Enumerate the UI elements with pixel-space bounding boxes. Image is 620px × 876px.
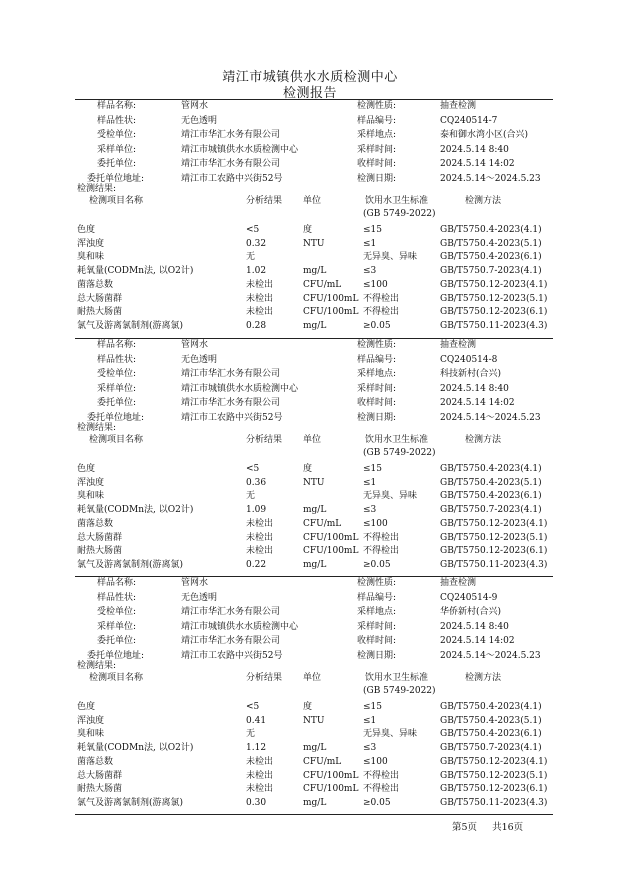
cell-result: 0.36 bbox=[246, 477, 267, 488]
entrust-unit-value: 靖江市华汇水务有限公司 bbox=[181, 636, 281, 647]
cell-standard: ≥0.05 bbox=[363, 797, 391, 808]
result-heading: 检测结果: bbox=[77, 661, 117, 671]
sampling-time-label: 采样时间: bbox=[357, 621, 397, 632]
cell-method: GB/T5750.12-2023(4.1) bbox=[440, 279, 548, 290]
cell-result: 1.02 bbox=[246, 266, 267, 277]
cell-standard: ≥0.05 bbox=[363, 559, 391, 570]
cell-result: 0.22 bbox=[246, 559, 267, 570]
client-unit-label: 受检单位: bbox=[97, 607, 137, 618]
table-row bbox=[75, 279, 553, 292]
sample-name-value: 管网水 bbox=[181, 578, 209, 588]
cell-result: 未检出 bbox=[246, 518, 274, 529]
sampling-site-label: 采样地点: bbox=[357, 607, 397, 618]
cell-method: GB/T5750.12-2023(6.1) bbox=[440, 307, 548, 318]
table-row bbox=[75, 715, 553, 728]
table-row bbox=[75, 545, 553, 558]
table-header-row bbox=[75, 195, 553, 208]
cell-unit: mg/L bbox=[303, 505, 327, 516]
cell-standard: ≤1 bbox=[363, 238, 377, 249]
col-header-method: 检测方法 bbox=[465, 435, 502, 445]
sampling-site-value: 华侨新村(合兴) bbox=[440, 607, 502, 618]
cell-result: 未检出 bbox=[246, 770, 274, 781]
test-date-label: 检测日期: bbox=[357, 651, 397, 661]
table-header-row bbox=[75, 434, 553, 447]
client-unit-value: 靖江市华汇水务有限公司 bbox=[181, 130, 281, 141]
test-nature-value: 抽查检测 bbox=[440, 101, 477, 111]
receive-time-label: 收样时间: bbox=[357, 398, 397, 409]
receive-time-value: 2024.5.14 14:02 bbox=[440, 636, 515, 647]
table-row bbox=[75, 293, 553, 306]
cell-item: 菌落总数 bbox=[77, 518, 114, 529]
cell-result: 无 bbox=[246, 252, 256, 263]
cell-method: GB/T5750.4-2023(4.1) bbox=[440, 702, 542, 712]
col-header-result: 分析结果 bbox=[246, 196, 283, 206]
cell-standard: 不得检出 bbox=[363, 293, 400, 304]
cell-unit: CFU/100mL bbox=[303, 532, 359, 543]
info-row bbox=[75, 577, 553, 590]
cell-result: 0.30 bbox=[246, 797, 267, 808]
table-row bbox=[75, 559, 553, 572]
cell-item: 总大肠菌群 bbox=[77, 293, 123, 304]
test-nature-label: 检测性质: bbox=[357, 578, 397, 588]
cell-unit: mg/L bbox=[303, 559, 327, 570]
cell-item: 浑浊度 bbox=[77, 238, 105, 249]
sample-name-value: 管网水 bbox=[181, 101, 209, 111]
page-footer bbox=[452, 819, 535, 833]
cell-method: GB/T5750.4-2023(5.1) bbox=[440, 477, 542, 488]
table-row bbox=[75, 770, 553, 783]
cell-method: GB/T5750.11-2023(4.3) bbox=[440, 320, 548, 331]
page-total: 共16页 bbox=[492, 822, 524, 833]
entrust-address-label: 委托单位地址: bbox=[87, 413, 145, 423]
col-header-standard-code: (GB 5749-2022) bbox=[363, 448, 436, 458]
cell-standard: 无异臭、异味 bbox=[363, 729, 418, 740]
cell-method: GB/T5750.7-2023(4.1) bbox=[440, 743, 542, 754]
cell-standard: ≤100 bbox=[363, 518, 388, 529]
sample-no-label: 样品编号: bbox=[357, 592, 397, 603]
cell-result: 未检出 bbox=[246, 784, 274, 795]
cell-unit: NTU bbox=[303, 477, 325, 488]
cell-method: GB/T5750.12-2023(5.1) bbox=[440, 532, 548, 543]
cell-method: GB/T5750.4-2023(6.1) bbox=[440, 252, 542, 263]
entrust-unit-value: 靖江市华汇水务有限公司 bbox=[181, 159, 281, 170]
test-nature-value: 抽查检测 bbox=[440, 340, 477, 350]
cell-standard: 不得检出 bbox=[363, 770, 400, 781]
sampling-unit-label: 采样单位: bbox=[97, 144, 137, 155]
cell-standard: ≤100 bbox=[363, 279, 388, 290]
cell-result: 无 bbox=[246, 491, 256, 502]
entrust-address-value: 靖江市工农路中兴街52号 bbox=[181, 651, 283, 661]
entrust-unit-value: 靖江市华汇水务有限公司 bbox=[181, 398, 281, 409]
sampling-time-value: 2024.5.14 8:40 bbox=[440, 621, 509, 632]
cell-item: 总大肠菌群 bbox=[77, 770, 123, 781]
cell-method: GB/T5750.12-2023(6.1) bbox=[440, 546, 548, 557]
cell-standard: ≤15 bbox=[363, 702, 382, 712]
col-header-item: 检测项目名称 bbox=[89, 673, 144, 683]
cell-method: GB/T5750.11-2023(4.3) bbox=[440, 559, 548, 570]
info-row bbox=[75, 606, 553, 619]
cell-standard: 无异臭、异味 bbox=[363, 491, 418, 502]
sample-no-label: 样品编号: bbox=[357, 354, 397, 365]
table-header-row bbox=[75, 447, 553, 460]
cell-unit: CFU/100mL bbox=[303, 307, 359, 318]
cell-standard: ≤100 bbox=[363, 756, 388, 767]
info-row bbox=[75, 368, 553, 381]
sampling-unit-value: 靖江市城镇供水水质检测中心 bbox=[181, 621, 299, 632]
col-header-item: 检测项目名称 bbox=[89, 196, 144, 206]
cell-item: 氯气及游离氯制剂(游离氯) bbox=[77, 559, 184, 570]
cell-item: 耐热大肠菌 bbox=[77, 546, 123, 557]
receive-time-label: 收样时间: bbox=[357, 159, 397, 170]
cell-method: GB/T5750.4-2023(5.1) bbox=[440, 715, 542, 726]
entrust-unit-label: 委托单位: bbox=[97, 159, 137, 170]
cell-item: 总大肠菌群 bbox=[77, 532, 123, 543]
report-section bbox=[75, 577, 553, 817]
table-row bbox=[75, 742, 553, 755]
sample-no-label: 样品编号: bbox=[357, 115, 397, 126]
sample-name-label: 样品名称: bbox=[97, 340, 137, 350]
cell-result: 未检出 bbox=[246, 293, 274, 304]
cell-method: GB/T5750.12-2023(4.1) bbox=[440, 518, 548, 529]
cell-item: 臭和味 bbox=[77, 729, 105, 740]
report-section bbox=[75, 339, 553, 579]
sampling-site-label: 采样地点: bbox=[357, 130, 397, 141]
table-row bbox=[75, 532, 553, 545]
entrust-address-label: 委托单位地址: bbox=[87, 651, 145, 661]
cell-result: 无 bbox=[246, 729, 256, 740]
cell-result: 未检出 bbox=[246, 279, 274, 290]
sample-no-value: CQ240514-7 bbox=[440, 115, 498, 126]
cell-unit: NTU bbox=[303, 715, 325, 726]
cell-method: GB/T5750.12-2023(4.1) bbox=[440, 756, 548, 767]
cell-result: 1.09 bbox=[246, 505, 267, 516]
sample-state-label: 样品性状: bbox=[97, 115, 137, 126]
receive-time-value: 2024.5.14 14:02 bbox=[440, 159, 515, 170]
sample-no-value: CQ240514-8 bbox=[440, 354, 498, 365]
col-header-result: 分析结果 bbox=[246, 435, 283, 445]
test-nature-value: 抽查检测 bbox=[440, 578, 477, 588]
cell-method: GB/T5750.12-2023(5.1) bbox=[440, 293, 548, 304]
cell-standard: ≤3 bbox=[363, 505, 377, 516]
cell-item: 色度 bbox=[77, 702, 96, 712]
cell-item: 色度 bbox=[77, 464, 96, 474]
cell-unit: CFU/100mL bbox=[303, 546, 359, 557]
cell-unit: NTU bbox=[303, 238, 325, 249]
client-unit-value: 靖江市华汇水务有限公司 bbox=[181, 607, 281, 618]
table-row bbox=[75, 783, 553, 796]
cell-standard: 无异臭、异味 bbox=[363, 252, 418, 263]
cell-unit: mg/L bbox=[303, 743, 327, 754]
cell-item: 耐热大肠菌 bbox=[77, 307, 123, 318]
table-row bbox=[75, 251, 553, 264]
client-unit-value: 靖江市华汇水务有限公司 bbox=[181, 369, 281, 380]
cell-unit: CFU/100mL bbox=[303, 770, 359, 781]
report-org-title: 靖江市城镇供水水质检测中心 bbox=[222, 70, 398, 85]
info-row bbox=[75, 100, 553, 113]
cell-method: GB/T5750.12-2023(6.1) bbox=[440, 784, 548, 795]
sample-no-value: CQ240514-9 bbox=[440, 592, 498, 603]
page-number: 第5页 bbox=[452, 822, 478, 833]
sample-name-label: 样品名称: bbox=[97, 578, 137, 588]
sampling-unit-value: 靖江市城镇供水水质检测中心 bbox=[181, 144, 299, 155]
cell-method: GB/T5750.4-2023(5.1) bbox=[440, 238, 542, 249]
cell-unit: CFU/mL bbox=[303, 756, 342, 767]
cell-method: GB/T5750.7-2023(4.1) bbox=[440, 266, 542, 277]
table-header-row bbox=[75, 685, 553, 698]
cell-item: 臭和味 bbox=[77, 252, 105, 263]
table-row bbox=[75, 797, 553, 810]
cell-result: 0.28 bbox=[246, 320, 267, 331]
entrust-unit-label: 委托单位: bbox=[97, 398, 137, 409]
sample-state-value: 无色透明 bbox=[181, 592, 218, 603]
sampling-site-label: 采样地点: bbox=[357, 369, 397, 380]
entrust-unit-label: 委托单位: bbox=[97, 636, 137, 647]
table-header-row bbox=[75, 672, 553, 685]
info-row bbox=[75, 129, 553, 142]
sampling-unit-label: 采样单位: bbox=[97, 383, 137, 394]
cell-result: 1.12 bbox=[246, 743, 267, 754]
table-row bbox=[75, 490, 553, 503]
cell-item: 氯气及游离氯制剂(游离氯) bbox=[77, 320, 184, 331]
info-row bbox=[75, 339, 553, 352]
cell-unit: 度 bbox=[303, 464, 313, 474]
cell-standard: 不得检出 bbox=[363, 784, 400, 795]
cell-unit: 度 bbox=[303, 225, 313, 235]
test-nature-label: 检测性质: bbox=[357, 101, 397, 111]
test-date-value: 2024.5.14～2024.5.23 bbox=[440, 174, 541, 184]
cell-unit: CFU/mL bbox=[303, 279, 342, 290]
cell-standard: ≤15 bbox=[363, 225, 382, 235]
sample-state-label: 样品性状: bbox=[97, 592, 137, 603]
cell-item: 耗氧量(CODMn法, 以O2计) bbox=[77, 743, 194, 754]
cell-item: 浑浊度 bbox=[77, 477, 105, 488]
col-header-standard: 饮用水卫生标准 bbox=[365, 196, 429, 206]
report-section bbox=[75, 100, 553, 340]
col-header-item: 检测项目名称 bbox=[89, 435, 144, 445]
table-row bbox=[75, 701, 553, 714]
info-row bbox=[75, 115, 553, 128]
cell-item: 菌落总数 bbox=[77, 756, 114, 767]
cell-result: <5 bbox=[246, 702, 260, 712]
table-row bbox=[75, 477, 553, 490]
test-date-value: 2024.5.14～2024.5.23 bbox=[440, 651, 541, 661]
cell-method: GB/T5750.4-2023(4.1) bbox=[440, 464, 542, 474]
report-subtitle: 检测报告 bbox=[282, 86, 337, 101]
cell-method: GB/T5750.4-2023(4.1) bbox=[440, 225, 542, 235]
cell-standard: ≥0.05 bbox=[363, 320, 391, 331]
cell-standard: 不得检出 bbox=[363, 532, 400, 543]
test-date-label: 检测日期: bbox=[357, 413, 397, 423]
cell-unit: CFU/100mL bbox=[303, 293, 359, 304]
cell-method: GB/T5750.12-2023(5.1) bbox=[440, 770, 548, 781]
table-row bbox=[75, 518, 553, 531]
table-row bbox=[75, 238, 553, 251]
table-row bbox=[75, 306, 553, 319]
receive-time-value: 2024.5.14 14:02 bbox=[440, 398, 515, 409]
sample-state-value: 无色透明 bbox=[181, 354, 218, 365]
col-header-unit: 单位 bbox=[303, 196, 322, 206]
table-row bbox=[75, 265, 553, 278]
col-header-unit: 单位 bbox=[303, 435, 322, 445]
col-header-method: 检测方法 bbox=[465, 196, 502, 206]
cell-method: GB/T5750.11-2023(4.3) bbox=[440, 797, 548, 808]
col-header-standard: 饮用水卫生标准 bbox=[365, 673, 429, 683]
client-unit-label: 受检单位: bbox=[97, 130, 137, 141]
col-header-standard-code: (GB 5749-2022) bbox=[363, 209, 436, 219]
table-row bbox=[75, 224, 553, 237]
cell-item: 耗氧量(CODMn法, 以O2计) bbox=[77, 266, 194, 277]
sampling-unit-label: 采样单位: bbox=[97, 621, 137, 632]
sampling-time-value: 2024.5.14 8:40 bbox=[440, 383, 509, 394]
cell-item: 菌落总数 bbox=[77, 279, 114, 290]
cell-standard: ≤1 bbox=[363, 477, 377, 488]
result-heading: 检测结果: bbox=[77, 184, 117, 194]
col-header-result: 分析结果 bbox=[246, 673, 283, 683]
test-nature-label: 检测性质: bbox=[357, 340, 397, 350]
cell-method: GB/T5750.7-2023(4.1) bbox=[440, 505, 542, 516]
cell-item: 耐热大肠菌 bbox=[77, 784, 123, 795]
cell-item: 氯气及游离氯制剂(游离氯) bbox=[77, 797, 184, 808]
table-row bbox=[75, 320, 553, 333]
col-header-unit: 单位 bbox=[303, 673, 322, 683]
client-unit-label: 受检单位: bbox=[97, 369, 137, 380]
entrust-address-value: 靖江市工农路中兴街52号 bbox=[181, 413, 283, 423]
sampling-time-value: 2024.5.14 8:40 bbox=[440, 144, 509, 155]
cell-result: 未检出 bbox=[246, 756, 274, 767]
cell-method: GB/T5750.4-2023(6.1) bbox=[440, 729, 542, 740]
cell-unit: mg/L bbox=[303, 266, 327, 277]
info-row bbox=[75, 635, 553, 648]
cell-unit: CFU/mL bbox=[303, 518, 342, 529]
table-row bbox=[75, 504, 553, 517]
cell-item: 耗氧量(CODMn法, 以O2计) bbox=[77, 505, 194, 516]
cell-method: GB/T5750.4-2023(6.1) bbox=[440, 491, 542, 502]
sampling-site-value: 泰和御水湾小区(合兴) bbox=[440, 130, 529, 141]
info-row bbox=[75, 144, 553, 157]
cell-item: 色度 bbox=[77, 225, 96, 235]
sample-name-label: 样品名称: bbox=[97, 101, 137, 111]
sampling-site-value: 科技新村(合兴) bbox=[440, 369, 502, 380]
entrust-address-value: 靖江市工农路中兴街52号 bbox=[181, 174, 283, 184]
table-row bbox=[75, 728, 553, 741]
table-row bbox=[75, 756, 553, 769]
cell-result: 0.41 bbox=[246, 715, 267, 726]
info-row bbox=[75, 592, 553, 605]
entrust-address-label: 委托单位地址: bbox=[87, 174, 145, 184]
info-row bbox=[75, 397, 553, 410]
cell-result: 未检出 bbox=[246, 307, 274, 318]
cell-item: 臭和味 bbox=[77, 491, 105, 502]
sampling-time-label: 采样时间: bbox=[357, 383, 397, 394]
receive-time-label: 收样时间: bbox=[357, 636, 397, 647]
cell-standard: ≤1 bbox=[363, 715, 377, 726]
cell-standard: ≤15 bbox=[363, 464, 382, 474]
cell-standard: 不得检出 bbox=[363, 546, 400, 557]
cell-result: 0.32 bbox=[246, 238, 267, 249]
test-date-value: 2024.5.14～2024.5.23 bbox=[440, 413, 541, 423]
sampling-time-label: 采样时间: bbox=[357, 144, 397, 155]
sampling-unit-value: 靖江市城镇供水水质检测中心 bbox=[181, 383, 299, 394]
cell-unit: mg/L bbox=[303, 797, 327, 808]
info-row bbox=[75, 383, 553, 396]
info-row bbox=[75, 158, 553, 171]
cell-standard: ≤3 bbox=[363, 743, 377, 754]
cell-unit: 度 bbox=[303, 702, 313, 712]
col-header-method: 检测方法 bbox=[465, 673, 502, 683]
cell-unit: CFU/100mL bbox=[303, 784, 359, 795]
col-header-standard-code: (GB 5749-2022) bbox=[363, 686, 436, 696]
sample-state-label: 样品性状: bbox=[97, 354, 137, 365]
test-date-label: 检测日期: bbox=[357, 174, 397, 184]
cell-standard: 不得检出 bbox=[363, 307, 400, 318]
cell-result: 未检出 bbox=[246, 546, 274, 557]
cell-result: <5 bbox=[246, 464, 260, 474]
col-header-standard: 饮用水卫生标准 bbox=[365, 435, 429, 445]
sample-state-value: 无色透明 bbox=[181, 115, 218, 126]
cell-standard: ≤3 bbox=[363, 266, 377, 277]
result-heading: 检测结果: bbox=[77, 423, 117, 433]
cell-item: 浑浊度 bbox=[77, 715, 105, 726]
table-row bbox=[75, 463, 553, 476]
cell-result: <5 bbox=[246, 225, 260, 235]
info-row bbox=[75, 354, 553, 367]
sample-name-value: 管网水 bbox=[181, 340, 209, 350]
table-header-row bbox=[75, 208, 553, 221]
info-row bbox=[75, 621, 553, 634]
cell-unit: mg/L bbox=[303, 320, 327, 331]
cell-result: 未检出 bbox=[246, 532, 274, 543]
